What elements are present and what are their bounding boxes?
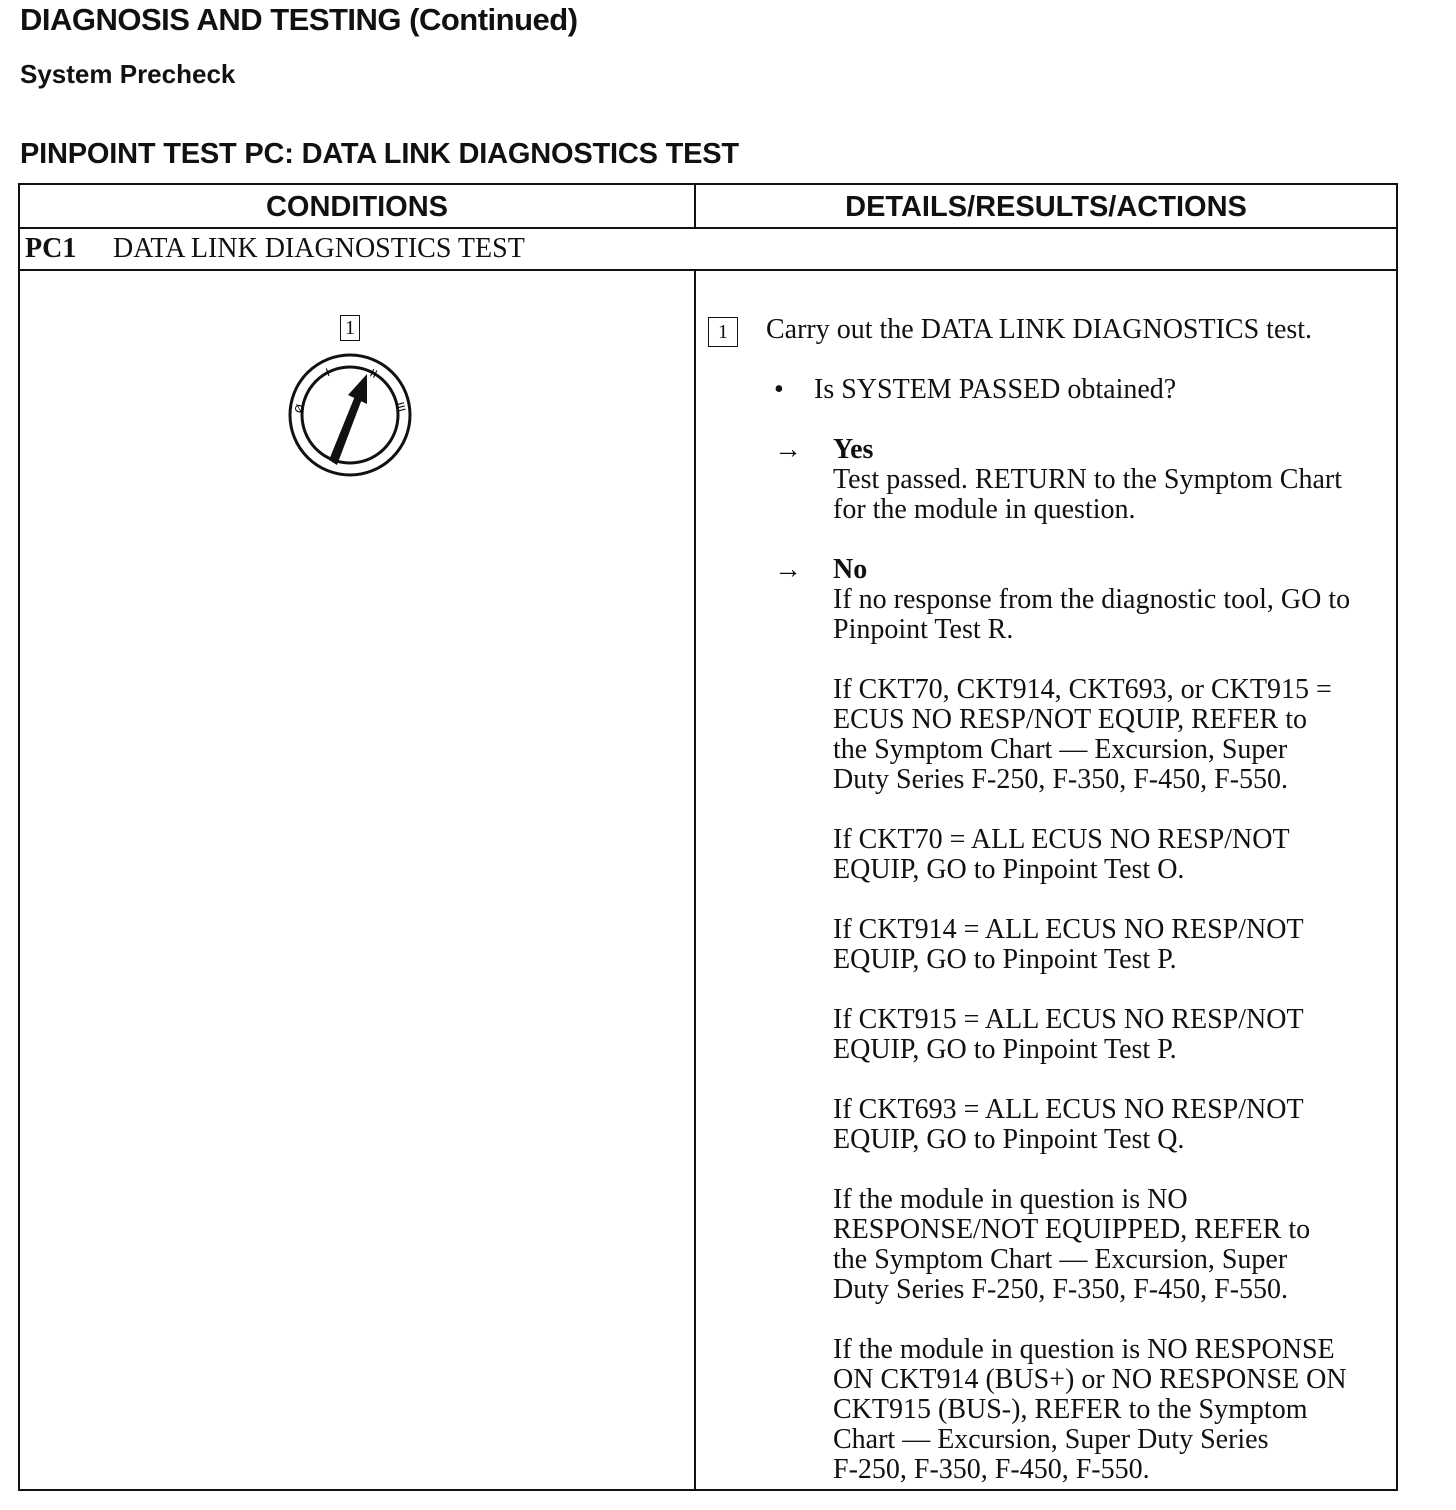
details-column-header: DETAILS/RESULTS/ACTIONS [696,185,1396,229]
step-instruction: Carry out the DATA LINK DIAGNOSTICS test. [766,314,1313,345]
step-id: PC1 [25,233,77,264]
position-off-label: Ø [292,402,308,416]
page-title: DIAGNOSIS AND TESTING (Continued) [20,2,578,37]
no-result-paragraph: If CKT914 = ALL ECUS NO RESP/NOT EQUIP, GO to Pinpoint Test P. [833,914,1304,975]
no-result-paragraph: If no response from the diagnostic tool, GO to Pinpoint Test R. [833,584,1351,645]
no-result-paragraph: If the module in question is NO RESPONSE/NOT EQUIPPED, REFER to the Symptom Chart — Excursion, Super Duty Series F-250, F-350, F-450, F-550. [833,1184,1311,1305]
ignition-key-switch-icon [285,350,415,480]
position-3-label: III [392,400,408,414]
condition-step-number: 1 [340,315,360,341]
no-result-paragraph: If CKT70, CKT914, CKT693, or CKT915 = ECUS NO RESP/NOT EQUIP, REFER to the Symptom Chart — Excursion, Super Duty Series F-250, F-350, F-450, F-550. [833,674,1332,795]
no-result-paragraph: If the module in question is NO RESPONSE ON CKT914 (BUS+) or NO RESPONSE ON CKT915 (BUS-), REFER to the Symptom Chart — Excursion, Super Duty Series F-250, F-350, F-450, F-550. [833,1334,1347,1485]
pinpoint-test-title: PINPOINT TEST PC: DATA LINK DIAGNOSTICS TEST [20,138,739,170]
test-question: Is SYSTEM PASSED obtained? [814,374,1177,405]
position-1-label: I [324,366,332,380]
conditions-column-header: CONDITIONS [20,185,696,229]
column-divider [694,271,696,1489]
no-result-paragraph: If CKT915 = ALL ECUS NO RESP/NOT EQUIP, GO to Pinpoint Test P. [833,1004,1304,1065]
position-2-label: II [367,366,380,382]
yes-result: Test passed. RETURN to the Symptom Chart for the module in question. [833,464,1343,525]
no-result-paragraph: If CKT693 = ALL ECUS NO RESP/NOT EQUIP, GO to Pinpoint Test Q. [833,1094,1304,1155]
step-title: DATA LINK DIAGNOSTICS TEST [113,233,525,264]
no-result-paragraph: If CKT70 = ALL ECUS NO RESP/NOT EQUIP, GO to Pinpoint Test O. [833,824,1290,885]
details-step-number: 1 [708,317,738,347]
no-label: No [833,554,868,585]
key-pointer [329,396,362,465]
yes-label: Yes [833,434,874,465]
page-subtitle: System Precheck [20,59,236,89]
bullet-icon: • [774,374,784,405]
key-pointer-arrowhead [348,374,367,404]
right-arrow-icon: → [774,554,802,585]
pinpoint-test-table [18,183,1398,1491]
step-title-row [20,229,1396,271]
right-arrow-icon: → [774,434,802,465]
